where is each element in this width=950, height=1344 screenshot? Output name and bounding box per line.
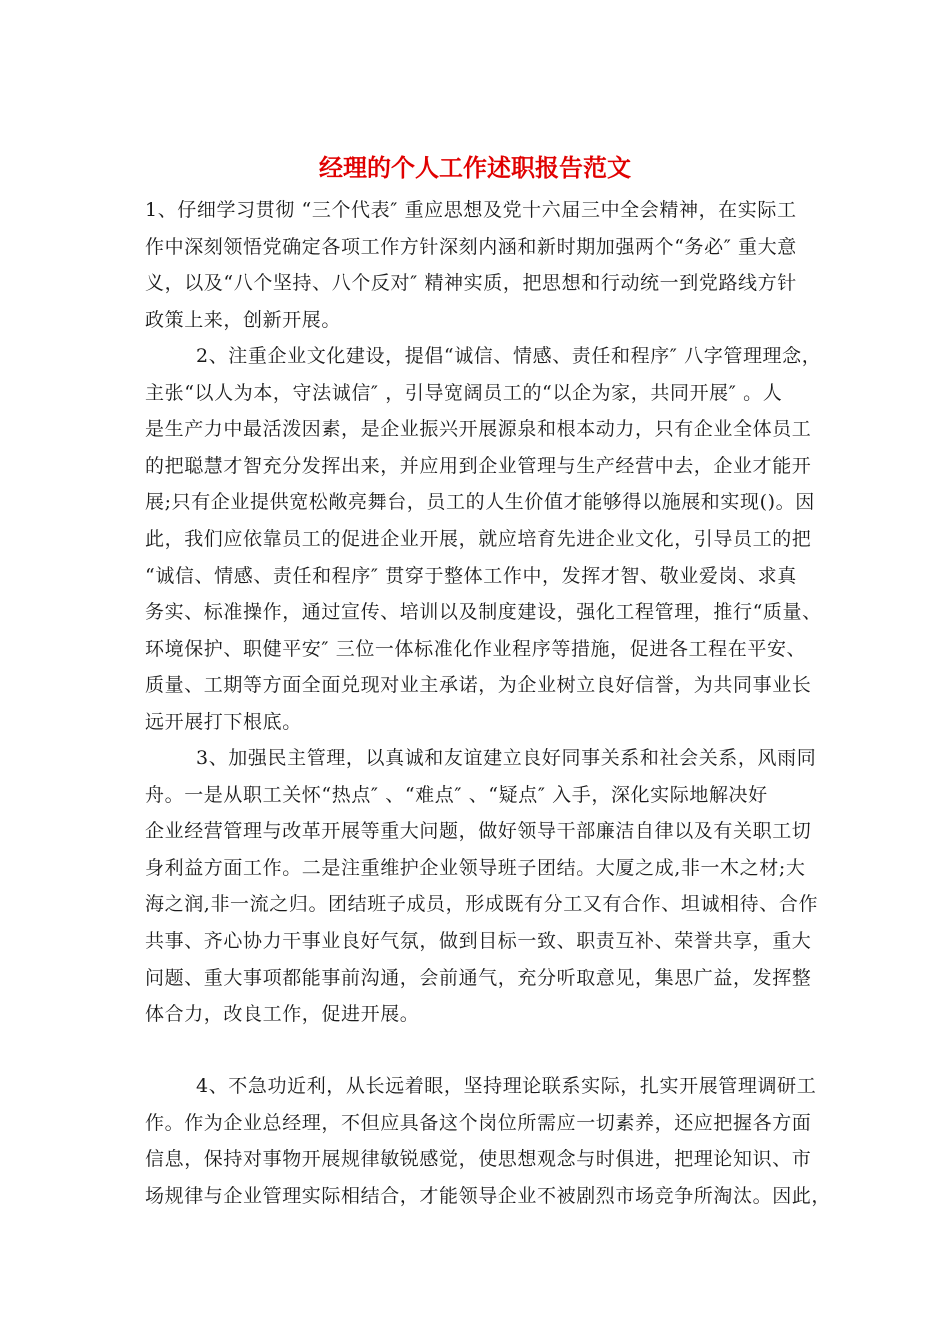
paragraph-line: 共事、齐心协力干事业良好气氛，做到目标一致、职责互补、荣誉共享，重大 <box>145 930 812 952</box>
paragraph-line: 是生产力中最活泼因素，是企业振兴开展源泉和根本动力，只有企业全体员工 <box>145 418 812 440</box>
paragraph-line: 体合力，改良工作，促进开展。 <box>145 1003 420 1025</box>
paragraph-first-line: 2、注重企业文化建设，提倡“诚信、情感、责任和程序″ 八字管理理念， <box>196 345 822 367</box>
paragraph-line: 企业经营管理与改革开展等重大问题，做好领导干部廉洁自律以及有关职工切 <box>145 820 812 842</box>
paragraph-line: 政策上来，创新开展。 <box>145 309 342 331</box>
paragraph-line: “诚信、情感、责任和程序″ 贯穿于整体工作中，发挥才智、敬业爱岗、求真 <box>145 565 797 587</box>
paragraph-line: 作。作为企业总经理，不但应具备这个岗位所需应一切素养，还应把握各方面 <box>145 1112 812 1134</box>
paragraph-line: 身利益方面工作。二是注重维护企业领导班子团结。大厦之成,非一木之材;大 <box>145 857 806 879</box>
document-title: 经理的个人工作述职报告范文 <box>319 153 631 182</box>
paragraph-line: 的把聪慧才智充分发挥出来，并应用到企业管理与生产经营中去，企业才能开 <box>145 455 812 477</box>
paragraph-first-line: 4、不急功近利，从长远着眼，坚持理论联系实际，扎实开展管理调研工 <box>196 1075 817 1097</box>
paragraph-line: 作中深刻领悟党确定各项工作方针深刻内涵和新时期加强两个“务必″ 重大意 <box>145 236 797 258</box>
paragraph-line: 义，以及“八个坚持、八个反对″ 精神实质，把思想和行动统一到党路线方针 <box>145 272 797 294</box>
paragraph-line: 展;只有企业提供宽松敞亮舞台，员工的人生价值才能够得以施展和实现()。因 <box>145 491 815 513</box>
paragraph-line: 场规律与企业管理实际相结合，才能领导企业不被剧烈市场竞争所淘汰。因此， <box>145 1185 832 1207</box>
paragraph-line: 质量、工期等方面全面兑现对业主承诺，为企业树立良好信誉，为共同事业长 <box>145 674 812 696</box>
paragraph-first-line: 1、仔细学习贯彻 “三个代表″ 重应思想及党十六届三中全会精神，在实际工 <box>145 199 797 221</box>
paragraph-line: 信息，保持对事物开展规律敏锐感觉，使思想观念与时俱进，把理论知识、市 <box>145 1148 812 1170</box>
paragraph-line: 此，我们应依靠员工的促进企业开展，就应培育先进企业文化，引导员工的把 <box>145 528 812 550</box>
paragraph-line: 舟。一是从职工关怀“热点″ 、“难点″ 、“疑点″ 入手，深化实际地解决好 <box>145 784 768 806</box>
paragraph-line: 问题、重大事项都能事前沟通，会前通气，充分听取意见，集思广益，发挥整 <box>145 967 812 989</box>
paragraph-line: 海之润,非一流之归。团结班子成员，形成既有分工又有合作、坦诚相待、合作 <box>145 893 819 915</box>
paragraph-first-line: 3、加强民主管理，以真诚和友谊建立良好同事关系和社会关系，风雨同 <box>196 747 817 769</box>
paragraph-line: 远开展打下根底。 <box>145 711 302 733</box>
paragraph-line: 环境保护、职健平安″ 三位一体标准化作业程序等措施，促进各工程在平安、 <box>145 638 807 660</box>
paragraph-line: 务实、标准操作，通过宣传、培训以及制度建设，强化工程管理，推行“质量、 <box>145 601 822 623</box>
paragraph-line: 主张“以人为本，守法诚信″ ，引导宽阔员工的“以企为家，共同开展″ 。人 <box>145 382 783 404</box>
